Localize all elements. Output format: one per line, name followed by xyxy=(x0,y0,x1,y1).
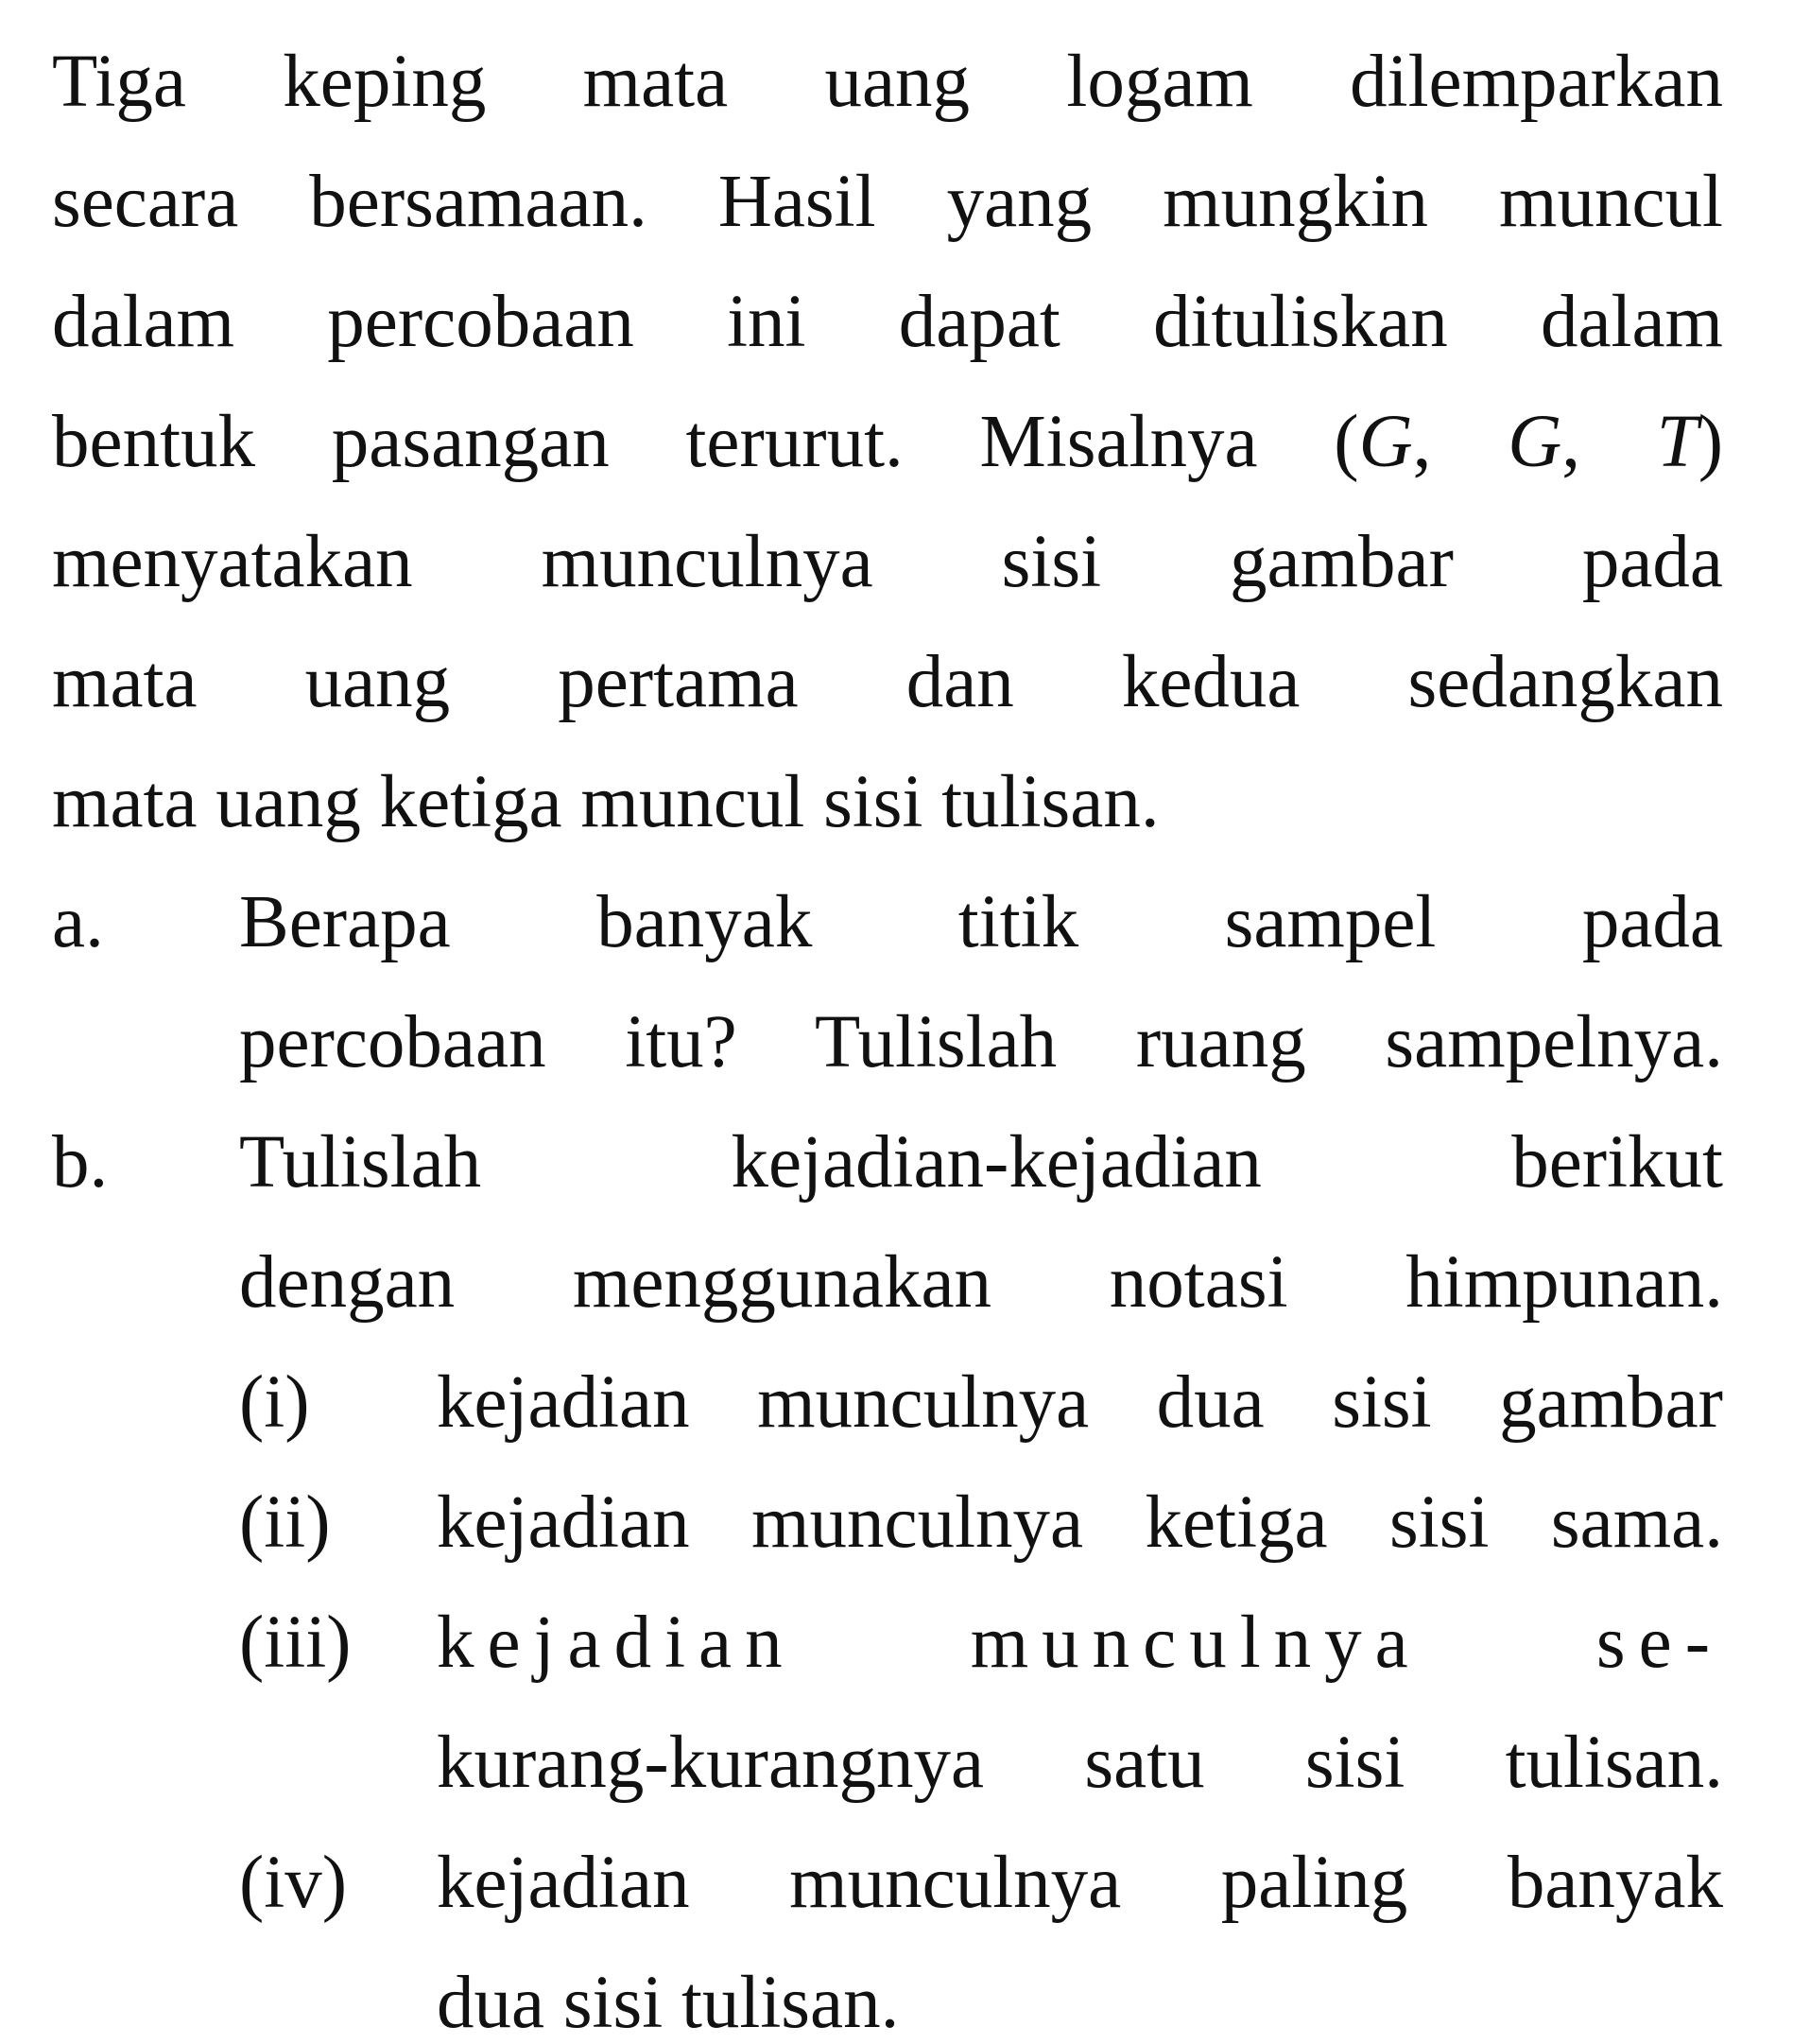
intro-line-4 xyxy=(52,401,1724,483)
intro-line-3: dalam percobaan ini dapat dituliskan dalam xyxy=(52,281,1723,363)
item-iv-label: (iv) xyxy=(239,1842,348,1924)
intro-line-5: menyatakan munculnya sisi gambar pada xyxy=(52,521,1723,603)
item-iv-line-2: dua sisi tulisan. xyxy=(437,1962,900,2044)
intro-line-4-text: bentuk pasangan terurut. Misalnya ( xyxy=(52,401,1359,483)
item-i-line-1: kejadian munculnya dua sisi gambar xyxy=(437,1361,1723,1444)
tuple-second-symbol: G xyxy=(1508,401,1562,483)
item-iv-line-1: kejadian munculnya paling banyak xyxy=(437,1842,1723,1924)
tuple-separator-2: , xyxy=(1561,401,1657,483)
item-iii-line-1: kejadian munculnya se- xyxy=(437,1602,1723,1684)
item-ii-line-1: kejadian munculnya ketiga sisi sama. xyxy=(437,1481,1723,1564)
question-a-line-2: percobaan itu? Tulislah ruang sampelnya. xyxy=(239,1001,1723,1083)
tuple-first-symbol: G xyxy=(1358,401,1413,483)
question-a-line-1: Berapa banyak titik sampel pada xyxy=(239,881,1723,963)
item-iii-line-2: kurang-kurangnya satu sisi tulisan. xyxy=(437,1722,1723,1804)
intro-line-6: mata uang pertama dan kedua sedangkan xyxy=(52,641,1723,723)
question-b-line-1: Tulislah kejadian-kejadian berikut xyxy=(239,1121,1723,1204)
tuple-separator-1: , xyxy=(1412,401,1509,483)
intro-line-1: Tiga keping mata uang logam dilemparkan xyxy=(52,41,1723,123)
question-b-line-2: dengan menggunakan notasi himpunan. xyxy=(239,1241,1723,1324)
item-ii-label: (ii) xyxy=(239,1481,331,1564)
intro-line-7: mata uang ketiga muncul sisi tulisan. xyxy=(52,761,1160,843)
intro-line-2: secara bersamaan. Hasil yang mungkin muncul xyxy=(52,161,1723,243)
question-a-label: a. xyxy=(52,881,104,963)
tuple-close-paren: ) xyxy=(1698,401,1724,483)
item-i-label: (i) xyxy=(239,1361,310,1444)
question-b-label: b. xyxy=(52,1121,109,1204)
item-iii-label: (iii) xyxy=(239,1602,352,1684)
tuple-third-symbol: T xyxy=(1656,401,1698,483)
